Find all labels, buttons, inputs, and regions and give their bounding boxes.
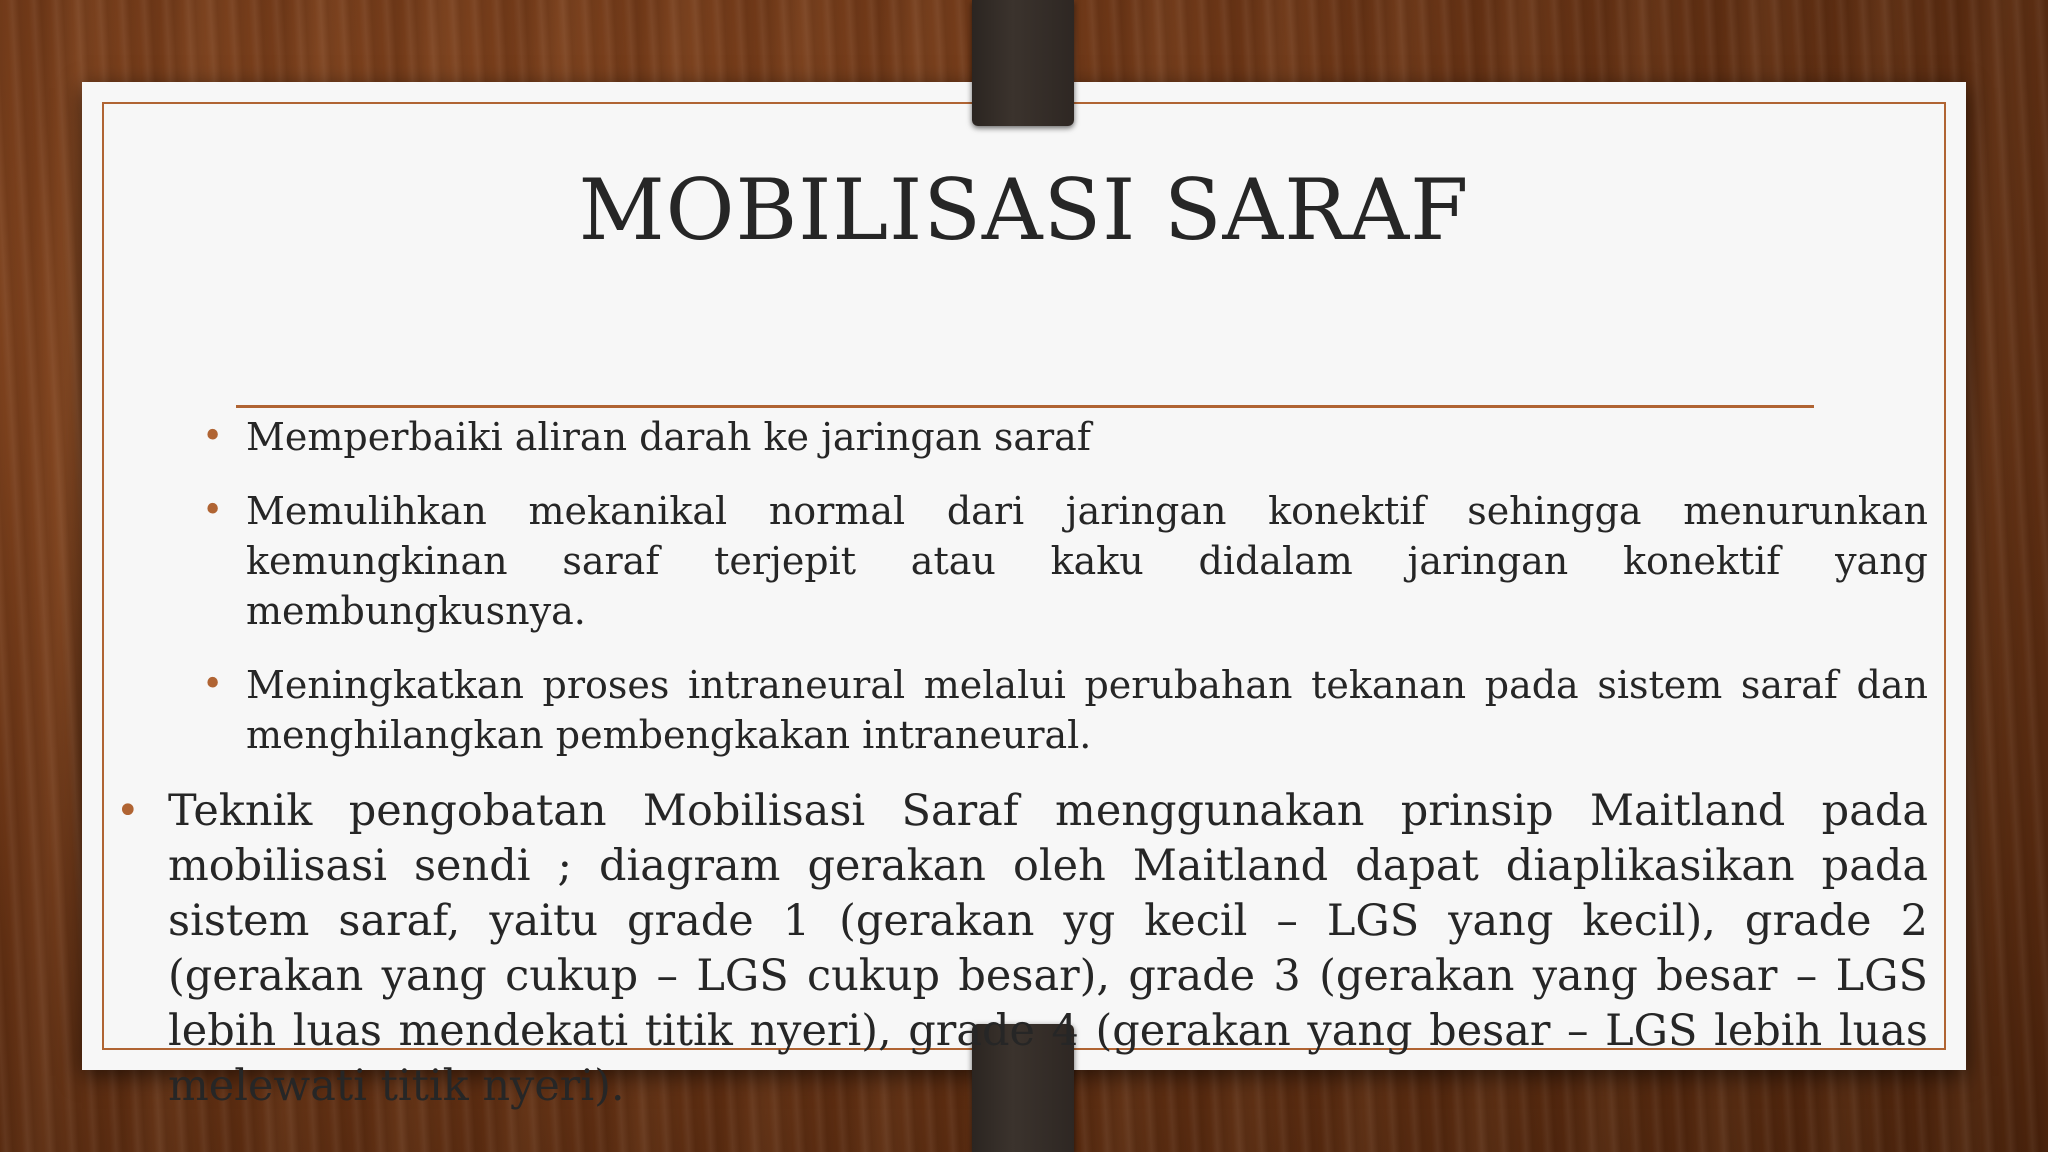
sub-bullet-item	[202, 486, 1928, 636]
sub-bullet-text: Memperbaiki aliran darah ke jaringan saraf	[246, 415, 1091, 459]
bullet-icon: •	[202, 416, 224, 457]
sub-bullet-list	[116, 412, 1928, 760]
slide-title: MOBILISASI SARAF	[578, 161, 1470, 259]
sub-bullet-text: Memulihkan mekanikal normal dari jaringan konektif sehingga menurunkan kemungkinan saraf terjepit atau kaku didalam jaringan konektif yang membungkusnya.	[246, 489, 1928, 633]
slide-content	[116, 412, 1928, 1114]
title-divider	[236, 405, 1814, 408]
bullet-icon: •	[202, 490, 224, 531]
main-bullet-item	[116, 784, 1928, 1114]
sub-bullet-item	[202, 412, 1928, 462]
main-bullet-text: Teknik pengobatan Mobilisasi Saraf menggunakan prinsip Maitland pada mobilisasi sendi ; diagram gerakan oleh Maitland dapat diaplikasikan pada sistem saraf, yaitu grade 1 (gerakan yg kecil – LGS yang kecil), grade 2 (gerakan yang cukup – LGS cukup besar), grade 3 (gerakan yang besar – LGS lebih luas mendekati titik nyeri), grade 4 (gerakan yang besar – LGS lebih luas melewati titik nyeri).	[168, 786, 1928, 1111]
bullet-icon: •	[202, 664, 224, 705]
sub-bullet-text: Meningkatkan proses intraneural melalui perubahan tekanan pada sistem saraf dan menghilangkan pembengkakan intraneural.	[246, 663, 1928, 757]
bullet-icon: •	[116, 788, 140, 834]
top-strap	[972, 0, 1074, 126]
sub-bullet-item	[202, 660, 1928, 760]
